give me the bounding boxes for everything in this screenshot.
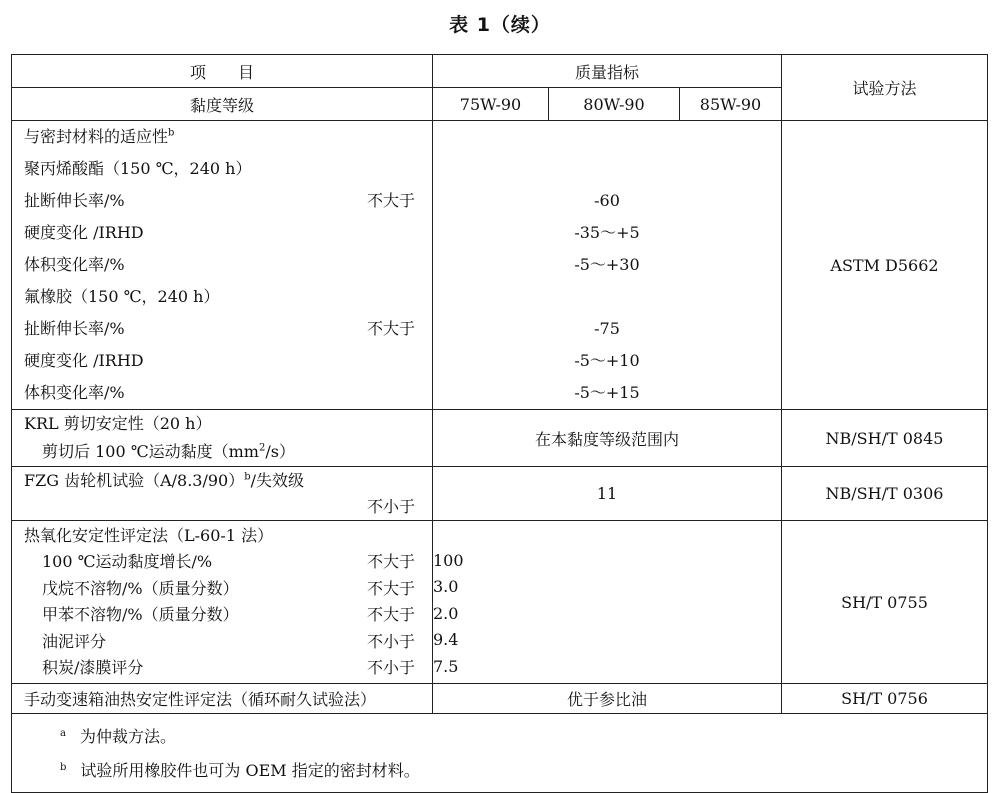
value-cell: -60 [594,191,620,210]
krl-line1: KRL 剪切安定性（20 h） [24,414,212,433]
value-cell [433,281,781,313]
manual-label: 手动变速箱油热安定性评定法（循环耐久试验法） [12,684,433,714]
table-row: 甲苯不溶物/%（质量分数） 不大于 [42,605,416,624]
footnotes [12,714,988,793]
value-cell: 100 [433,550,464,570]
fzg-method: NB/SH/T 0306 [782,467,988,521]
thermal-items [12,521,433,684]
value-cell: -75 [594,319,620,338]
value-cell: -5～+15 [574,383,640,402]
table-row: 硬度变化 /IRHD [24,223,144,242]
thermal-values [433,521,782,684]
krl-line2: 剪切后 100 ℃运动黏度$(mm^2/s)$ [42,442,295,461]
table-row: 积炭/漆膜评分 不小于 [42,658,416,677]
seal-title: 与密封材料的适应性$^b$ [24,127,175,146]
seal-items [12,121,433,410]
header-method: 试验方法 [782,55,988,121]
table-row: 扯断伸长率/% 不大于 [24,191,416,210]
header-quality: 质量指标 [433,55,782,88]
value-cell: -5～+30 [574,255,640,274]
footnote-a: $^a$ 为仲裁方法。 [60,727,176,746]
table-title: 表 1（续） [449,14,551,36]
header-viscosity-grade: 黏度等级 [12,88,433,121]
table-row: 氟橡胶（150 ℃，240 h） [24,287,220,306]
thermal-title: 热氧化安定性评定法（L-60-1 法） [24,525,274,545]
value-cell: -35～+5 [574,223,640,242]
fzg-items [12,467,433,521]
fzg-line1: FZG 齿轮机试验$(A/8.3/90)^b/$失效级 [24,470,305,490]
table-row: 扯断伸长率/% 不大于 [24,319,416,338]
krl-method: NB/SH/T 0845 [782,410,988,467]
thermal-method: SH/T 0755 [782,521,988,684]
table-row: 100 ℃运动黏度增长/% 不大于 [42,552,416,571]
grade-80w90: 80W-90 [549,88,680,121]
table-row: 体积变化率/% [24,383,125,402]
grade-75w90: 75W-90 [433,88,549,121]
manual-value: 优于参比油 [433,684,782,714]
value-cell [433,153,781,185]
spec-table [11,54,988,793]
table-row: 硬度变化 /IRHD [24,351,144,370]
fzg-line2: 不小于 [367,496,416,516]
value-cell: 2.0 [433,603,459,623]
header-item: 项 目 [12,55,433,88]
table-row: 戊烷不溶物/%（质量分数） 不大于 [42,578,416,598]
value-cell: -5～+10 [574,351,640,370]
table-row: 聚丙烯酸酯（150 ℃，240 h） [24,159,252,178]
krl-value: 在本黏度等级范围内 [433,410,782,467]
table-row: 体积变化率/% [24,255,125,274]
seal-method: ASTM D5662 [782,121,988,410]
table-row: 油泥评分 不小于 [42,631,416,651]
fzg-value: 11 [433,467,782,521]
value-cell: 3.0 [433,577,459,596]
grade-85w90: 85W-90 [680,88,782,121]
seal-values [433,121,782,410]
footnote-b: $^b$ 试验所用橡胶件也可为 OEM 指定的密封材料。 [60,761,420,780]
manual-method: SH/T 0756 [782,684,988,714]
krl-items [12,410,433,467]
value-cell: 7.5 [433,656,459,676]
value-cell: 9.4 [433,630,459,649]
